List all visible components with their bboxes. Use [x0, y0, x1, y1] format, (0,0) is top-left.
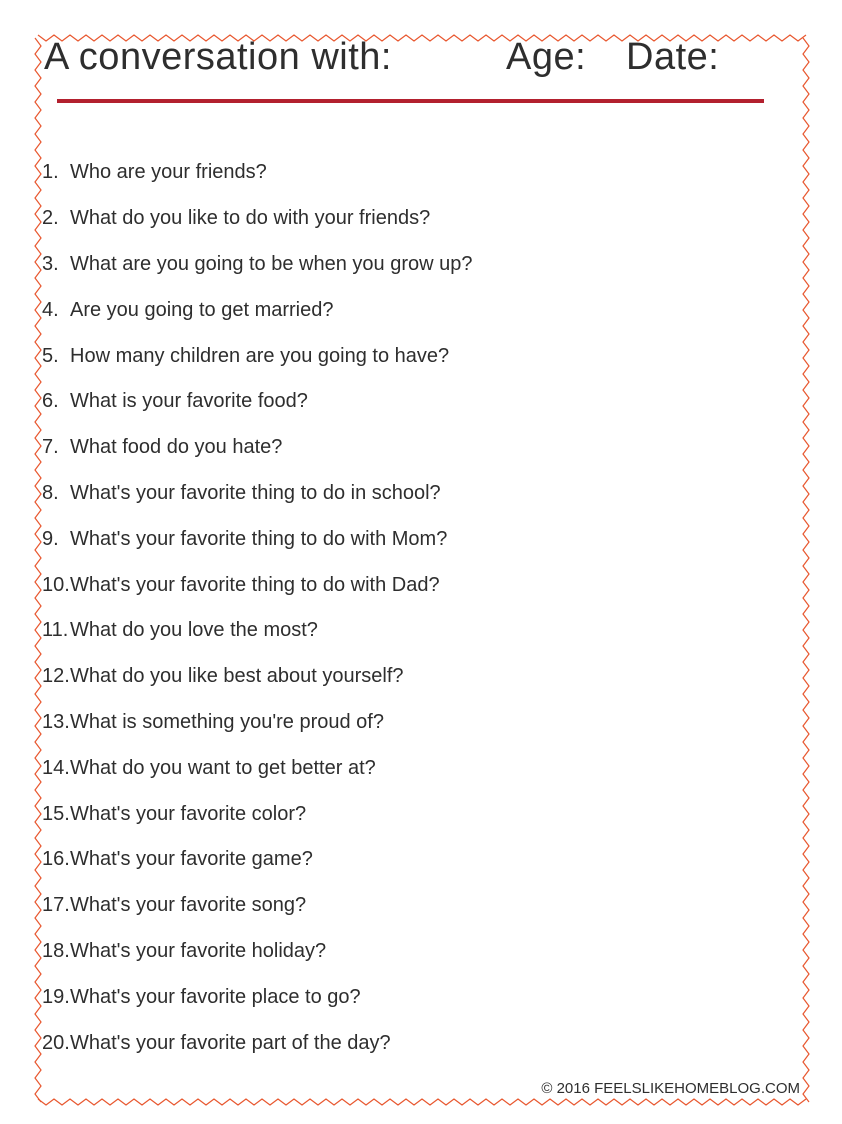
question-text: What do you want to get better at? — [70, 756, 376, 779]
question-number: 16. — [42, 848, 70, 871]
question-text: What's your favorite thing to do with Dad? — [70, 573, 440, 596]
question-number: 10. — [42, 573, 70, 596]
question-text: What do you love the most? — [70, 619, 318, 642]
border-edge — [35, 38, 41, 1102]
question-number: 4. — [42, 298, 59, 321]
question-number: 12. — [42, 665, 70, 688]
question-number: 3. — [42, 252, 59, 275]
question-text: Are you going to get married? — [70, 298, 334, 321]
question-item — [42, 562, 472, 608]
question-item — [42, 150, 472, 196]
question-item — [42, 791, 472, 837]
question-number: 2. — [42, 207, 59, 230]
question-number: 9. — [42, 527, 59, 550]
question-number: 1. — [42, 161, 59, 184]
question-item — [42, 196, 472, 242]
question-number: 20. — [42, 1031, 70, 1054]
question-item — [42, 471, 472, 517]
question-item — [42, 425, 472, 471]
question-number: 14. — [42, 756, 70, 779]
question-text: What do you like to do with your friends? — [70, 207, 431, 230]
copyright-notice: © 2016 FEELSLIKEHOMEBLOG.COM — [541, 1080, 800, 1097]
page-header — [44, 36, 784, 88]
question-item — [42, 974, 472, 1020]
question-number: 5. — [42, 344, 59, 367]
question-item — [42, 1020, 472, 1066]
question-item — [42, 745, 472, 791]
question-text: How many children are you going to have? — [70, 344, 450, 367]
question-text: What is your favorite food? — [70, 390, 308, 413]
question-text: What are you going to be when you grow up? — [70, 252, 473, 275]
question-number: 11. — [42, 619, 69, 642]
question-text: What's your favorite thing to do in school? — [70, 481, 441, 504]
question-item — [42, 379, 472, 425]
age-label: Age: — [506, 36, 587, 78]
question-item — [42, 242, 472, 288]
question-list — [42, 150, 472, 1066]
question-number: 7. — [42, 436, 59, 459]
question-text: What's your favorite song? — [70, 894, 307, 917]
question-item — [42, 654, 472, 700]
question-item — [42, 333, 472, 379]
header-divider — [57, 99, 764, 103]
question-item — [42, 929, 472, 975]
border-edge — [38, 1099, 806, 1105]
question-text: What's your favorite thing to do with Mom? — [70, 527, 448, 550]
question-text: What's your favorite game? — [70, 848, 313, 871]
question-number: 8. — [42, 481, 59, 504]
question-text: What's your favorite place to go? — [70, 985, 361, 1008]
question-text: What's your favorite color? — [70, 802, 307, 825]
date-label: Date: — [626, 36, 720, 78]
question-number: 6. — [42, 390, 59, 413]
question-text: Who are your friends? — [70, 161, 267, 184]
question-item — [42, 608, 472, 654]
question-item — [42, 516, 472, 562]
border-edge — [803, 38, 809, 1102]
question-item — [42, 837, 472, 883]
question-item — [42, 700, 472, 746]
question-text: What's your favorite holiday? — [70, 939, 327, 962]
question-text: What is something you're proud of? — [70, 710, 384, 733]
question-number: 13. — [42, 710, 70, 733]
question-item — [42, 883, 472, 929]
question-text: What do you like best about yourself? — [70, 665, 404, 688]
question-text: What food do you hate? — [70, 436, 283, 459]
question-text: What's your favorite part of the day? — [70, 1031, 391, 1054]
question-number: 19. — [42, 985, 70, 1008]
question-number: 15. — [42, 802, 70, 825]
question-item — [42, 287, 472, 333]
conversation-with-label: A conversation with: — [44, 36, 392, 78]
question-number: 17. — [42, 894, 70, 917]
question-number: 18. — [42, 939, 70, 962]
